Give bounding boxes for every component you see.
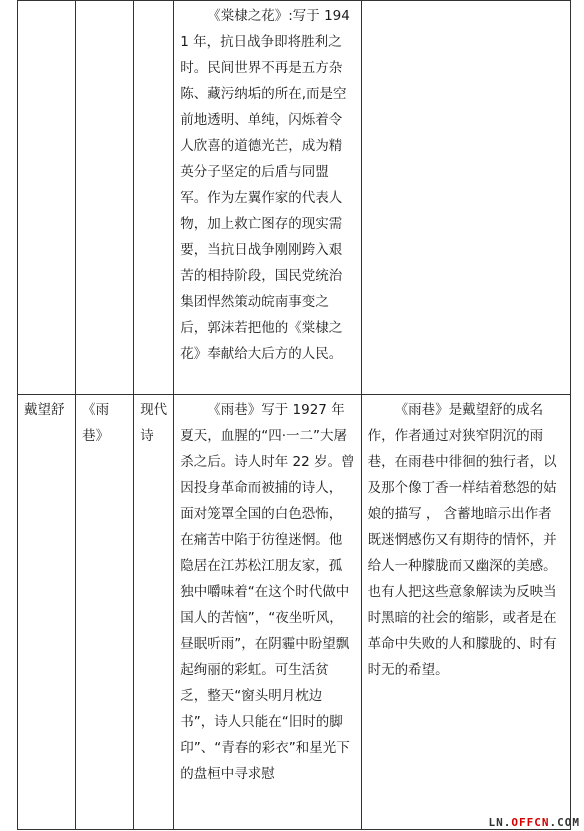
table-row <box>18 1 571 395</box>
author-cell <box>18 1 76 395</box>
table-row <box>18 395 571 830</box>
site-watermark: LN.OFFCN.COM <box>488 816 580 829</box>
content-text: 《雨巷》是戴望舒的成名作，作者通过对狭窄阴沉的雨巷，在雨巷中徘徊的独行者，以及那个像丁香一样结着愁怨的姑娘的描写 ， 含蓄地暗示出作者既迷惘感伤又有期待的情怀，并给人一种朦胧而又幽深的美感。也有人把这些意象解读为反映当时黑暗的社会的缩影，或者是在革命中失败的人和朦胧的、时有时无的希望。 <box>367 402 557 678</box>
genre-cell: 现代诗 <box>134 395 174 830</box>
content-cell <box>361 395 570 830</box>
literature-table <box>17 0 571 830</box>
title-cell <box>76 1 134 395</box>
genre-cell <box>134 1 174 395</box>
content-cell <box>361 1 570 395</box>
background-cell <box>174 395 361 830</box>
background-text: 《棠棣之花》:写于 1941 年，抗日战争即将胜利之时。民间世界不再是五方杂陈、藏污纳垢的所在,而是空前地透明、单纯，闪烁着令人欣喜的道德光芒，成为精英分子坚定的后盾与同盟军。作为左翼作家的代表人物，加上救亡图存的现实需要，当抗日战争刚刚跨入艰苦的相持阶段，国民党统治集团悍然策动皖南事变之后，郭沫若把他的《棠棣之花》奉献给大后方的人民。 <box>180 8 350 362</box>
background-cell <box>174 1 361 395</box>
background-text: 《雨巷》写于 1927 年夏天，血腥的“四·一二”大屠杀之后。诗人时年 22 岁。曾因投身革命而被捕的诗人，面对笼罩全国的白色恐怖，在痛苦中陷于彷徨迷惘。他隐居在江苏松江朋友家，孤独中嚼味着“在这个时代做中国人的苦恼”，“夜坐听风，昼眠听雨”，在阴霾中盼望飘起绚丽的彩虹。可生活贫乏，整天“窗头明月枕边书”，诗人只能在“旧时的脚印”、“青春的彩衣”和星光下的盘桓中寻求慰 <box>180 402 355 782</box>
author-cell: 戴望舒 <box>18 395 76 830</box>
title-cell: 《雨巷》 <box>76 395 134 830</box>
